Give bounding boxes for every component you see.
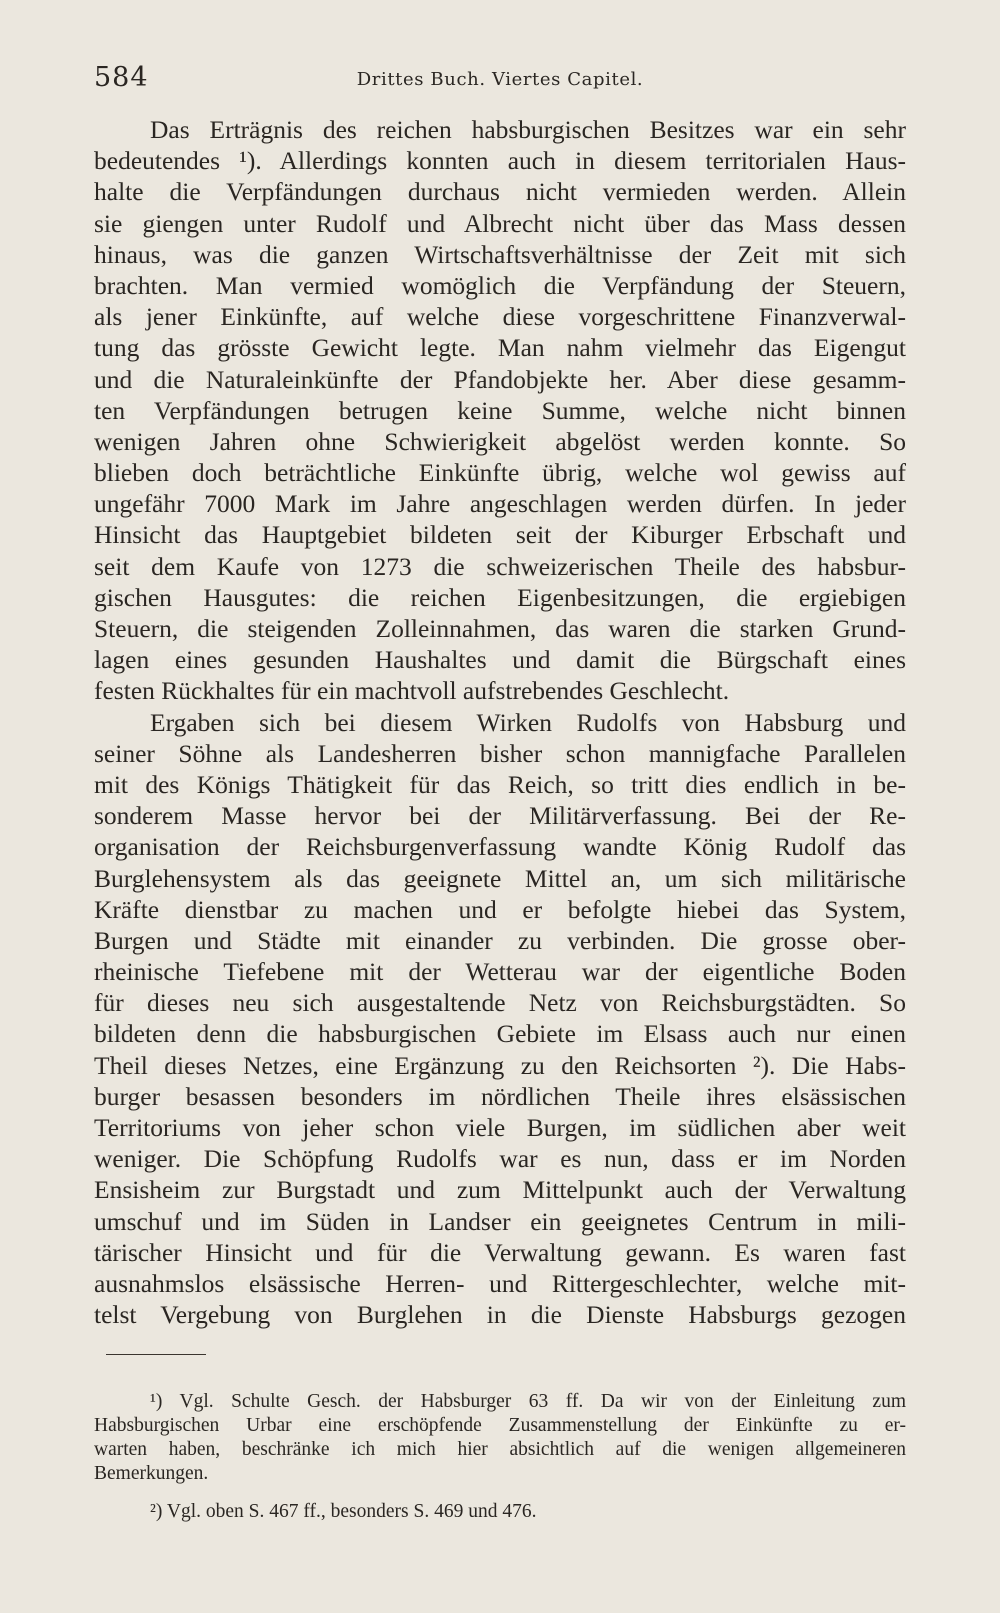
text-line: tung das grösste Gewicht legte. Man nahm vielmehr das Eigengut	[94, 333, 906, 363]
text-line: ungefähr 7000 Mark im Jahre angeschlagen werden dürfen. In jeder	[94, 489, 906, 519]
text-line: festen Rückhaltes für ein machtvoll aufstrebendes Geschlecht.	[94, 676, 730, 706]
text-line: wenigen Jahren ohne Schwierigkeit abgelöst werden konnte. So	[94, 426, 906, 456]
text-line: ten Verpfändungen betrugen keine Summe, welche nicht binnen	[94, 395, 906, 425]
text-line: Burgen und Städte mit einander zu verbinden. Die grosse ober-	[94, 925, 906, 955]
footnote-line: Habsburgischen Urbar eine erschöpfende Zusammenstellung der Einkünfte zu er-	[94, 1415, 906, 1436]
text-line: ausnahmslos elsässische Herren- und Rittergeschlechter, welche mit-	[94, 1268, 906, 1298]
text-line: weniger. Die Schöpfung Rudolfs war es nun, dass er im Norden	[94, 1144, 906, 1174]
text-line: tärischer Hinsicht und für die Verwaltung gewann. Es waren fast	[94, 1237, 906, 1267]
text-line: seit dem Kaufe von 1273 die schweizerischen Theile des habsbur-	[94, 551, 906, 581]
text-line: und die Naturaleinkünfte der Pfandobjekte her. Aber diese gesamm-	[94, 364, 906, 394]
footnote-2	[94, 1500, 906, 1524]
text-line: sonderem Masse hervor bei der Militärverfassung. Bei der Re-	[94, 801, 906, 831]
text-line: gischen Hausgutes: die reichen Eigenbesitzungen, die ergiebigen	[94, 582, 906, 612]
text-line: für dieses neu sich ausgestaltende Netz von Reichsburgstädten. So	[94, 988, 906, 1018]
page-header	[94, 58, 906, 98]
text-line: Ensisheim zur Burgstadt und zum Mittelpunkt auch der Verwaltung	[94, 1175, 906, 1205]
running-head: Drittes Buch. Viertes Capitel.	[356, 69, 644, 90]
footnote-line: Bemerkungen.	[94, 1463, 209, 1484]
footnote-divider	[106, 1354, 206, 1355]
text-line: Burglehensystem als das geeignete Mittel an, um sich militärische	[94, 863, 906, 893]
text-line: seiner Söhne als Landesherren bisher schon mannigfache Parallelen	[94, 738, 906, 768]
text-line: Territoriums von jeher schon viele Burgen, im südlichen aber weit	[94, 1113, 906, 1142]
text-line: Hinsicht das Hauptgebiet bildeten seit der Kiburger Erbschaft und	[94, 520, 906, 550]
text-line: sie giengen unter Rudolf und Albrecht nicht über das Mass dessen	[94, 208, 906, 238]
footnote-1	[94, 1390, 906, 1486]
text-line: telst Vergebung von Burglehen in die Dienste Habsburgs gezogen	[94, 1300, 906, 1330]
text-line: blieben doch beträchtliche Einkünfte übrig, welche wol gewiss auf	[94, 458, 906, 488]
text-line: bildeten denn die habsburgischen Gebiete im Elsass auch nur einen	[94, 1019, 906, 1049]
footnote-line: warten haben, beschränke ich mich hier absichtlich auf die wenigen allgemeineren	[94, 1439, 906, 1460]
text-line: hinaus, was die ganzen Wirtschaftsverhältnisse der Zeit mit sich	[94, 239, 906, 269]
text-line: Das Erträgnis des reichen habsburgischen Besitzes war ein sehr	[150, 115, 906, 144]
text-line: brachten. Man vermied womöglich die Verpfändung der Steuern,	[94, 270, 906, 300]
text-line: Theil dieses Netzes, eine Ergänzung zu den Reichsorten ²). Die Habs-	[94, 1050, 906, 1080]
footnote-line: ²) Vgl. oben S. 467 ff., besonders S. 469 und 476.	[150, 1501, 537, 1522]
footnote-line: ¹) Vgl. Schulte Gesch. der Habsburger 63 ff. Da wir von der Einleitung zum	[150, 1391, 906, 1412]
text-line: Steuern, die steigenden Zolleinnahmen, das waren die starken Grund-	[94, 614, 906, 643]
text-line: Kräfte dienstbar zu machen und er befolgte hiebei das System,	[94, 894, 906, 924]
text-line: umschuf und im Süden in Landser ein geeignetes Centrum in mili-	[94, 1206, 906, 1236]
text-line: burger besassen besonders im nördlichen Theile ihres elsässischen	[94, 1081, 906, 1111]
text-line: als jener Einkünfte, auf welche diese vorgeschrittene Finanzverwal-	[94, 302, 906, 332]
text-line: Ergaben sich bei diesem Wirken Rudolfs von Habsburg und	[150, 707, 906, 737]
page-number: 584	[94, 62, 149, 93]
text-line: bedeutendes ¹). Allerdings konnten auch in diesem territorialen Haus-	[94, 146, 906, 176]
body-text	[94, 114, 906, 1330]
text-line: organisation der Reichsburgenverfassung wandte König Rudolf das	[94, 832, 906, 862]
footnotes	[94, 1390, 906, 1524]
text-line: halte die Verpfändungen durchaus nicht vermieden werden. Allein	[94, 177, 906, 207]
text-line: lagen eines gesunden Haushaltes und damit die Bürgschaft eines	[94, 645, 906, 675]
text-line: mit des Königs Thätigkeit für das Reich, so tritt dies endlich in be-	[94, 769, 906, 799]
text-line: rheinische Tiefebene mit der Wetterau war der eigentliche Boden	[94, 957, 906, 987]
